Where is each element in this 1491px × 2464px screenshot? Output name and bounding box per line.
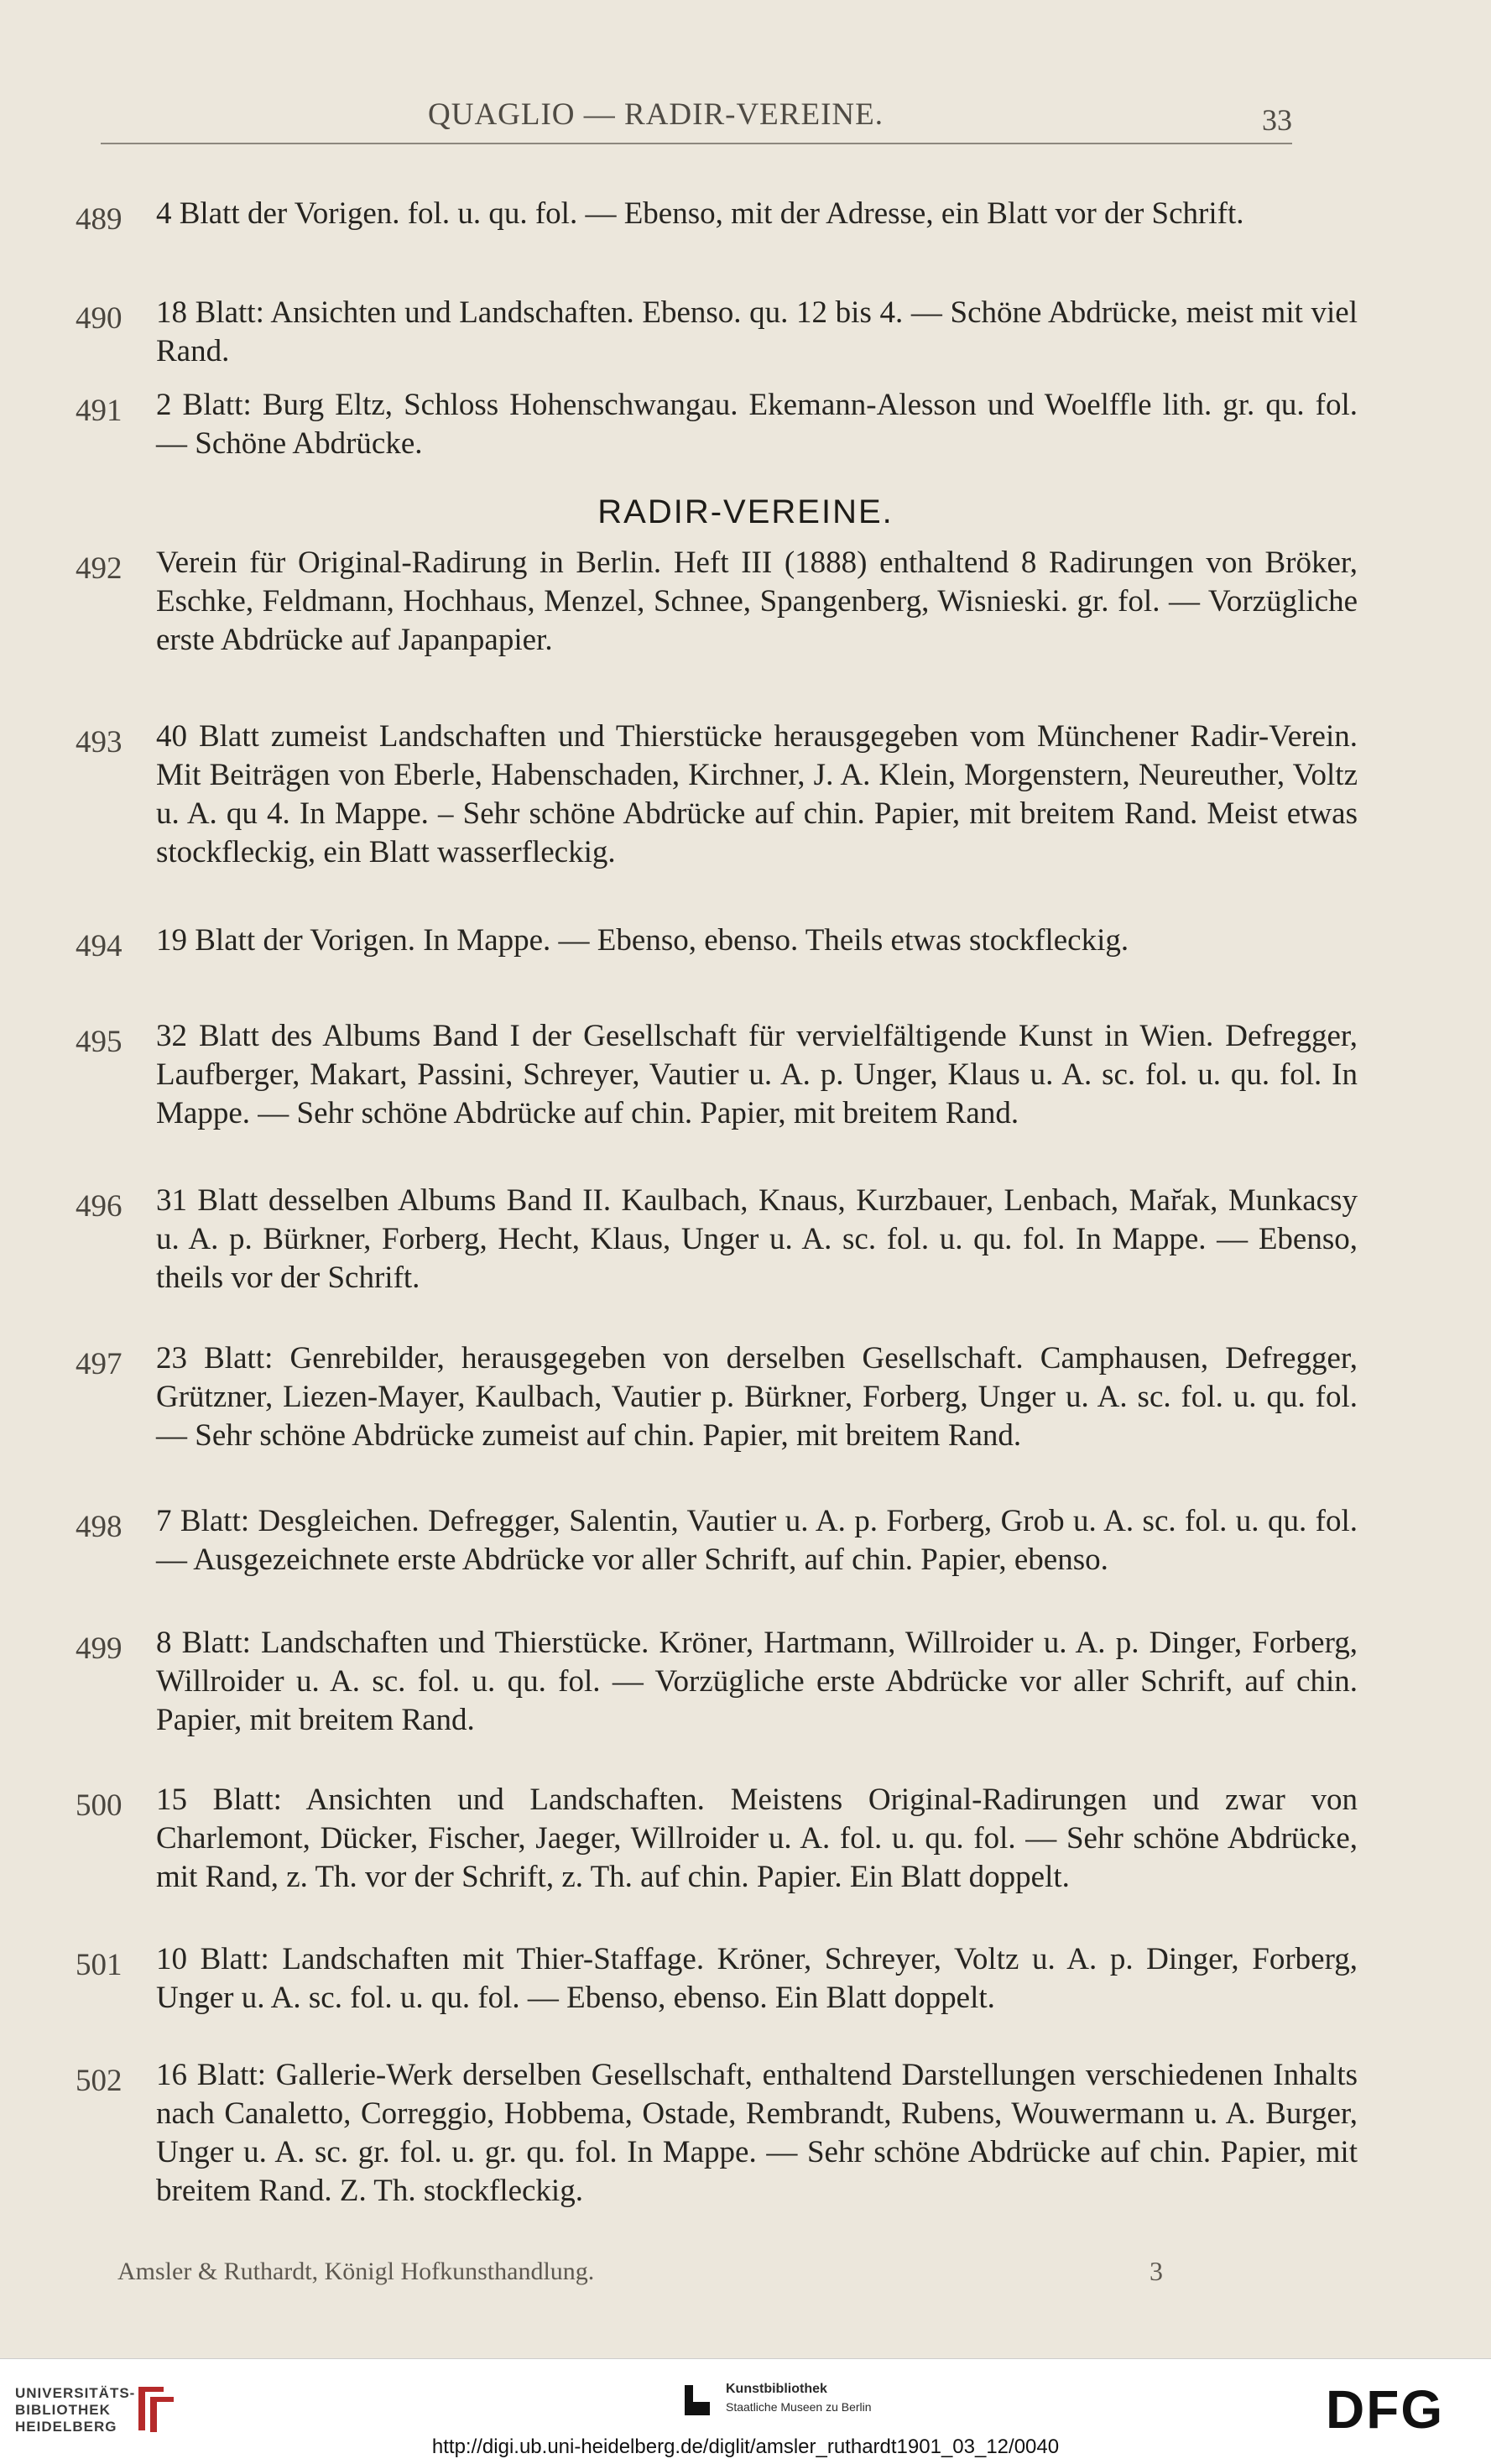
entry-number: 489 — [76, 202, 123, 237]
entry-text: 2 Blatt: Burg Eltz, Schloss Hohenschwangau. Ekemann-Alesson und Woelffle lith. gr. qu. fol. — Schöne Abdrücke. — [156, 388, 1358, 461]
entry-number: 498 — [76, 1510, 123, 1544]
entry-number: 494 — [76, 929, 123, 963]
entry-text: 16 Blatt: Gallerie-Werk derselben Gesellschaft, enthaltend Darstellungen verschiedenen Inhalts nach Canaletto, Correggio, Hobbema, Ostade, Rembrandt, Rubens, Wouwermann u. A. Burger, Unger u. A. sc. gr. fol. u. gr. qu. fol. In Mappe. — Sehr schöne Abdrücke auf chin. Papier, mit breitem Rand. Z. Th. stockfleckig. — [156, 2058, 1358, 2208]
page-number: 33 — [1262, 103, 1292, 137]
signature-mark: 3 — [1150, 2256, 1163, 2286]
entry-number: 499 — [76, 1631, 123, 1666]
entry-number: 501 — [76, 1948, 123, 1982]
entry-text: 19 Blatt der Vorigen. In Mappe. — Ebenso, ebenso. Theils etwas stockfleckig. — [156, 923, 1129, 958]
entry-number: 495 — [76, 1025, 123, 1059]
entry-number: 492 — [76, 551, 123, 586]
entry-text: 10 Blatt: Landschaften mit Thier-Staffage. Kröner, Schreyer, Voltz u. A. p. Dinger, Forberg, Unger u. A. sc. fol. u. qu. fol. — Ebenso, ebenso. Ein Blatt doppelt. — [156, 1942, 1358, 2015]
header-title: QUAGLIO — RADIR-VEREINE. — [428, 97, 884, 132]
heidelberg-logo-icon[interactable] — [130, 2380, 180, 2439]
entry-number: 497 — [76, 1347, 123, 1381]
entry-text: 7 Blatt: Desgleichen. Defregger, Salentin, Vautier u. A. p. Forberg, Grob u. A. sc. fol. u. qu. fol. — Ausgezeichnete erste Abdrücke vor aller Schrift, auf chin. Papier, ebenso. — [156, 1504, 1358, 1577]
entry-number: 490 — [76, 301, 123, 336]
catalog-entry — [76, 195, 1292, 275]
catalog-entry — [76, 386, 1358, 467]
entry-text: 31 Blatt desselben Albums Band II. Kaulbach, Knaus, Kurzbauer, Lenbach, Mar̆ak, Munkacsy u. A. p. Bürkner, Forberg, Hecht, Klaus, Unger u. A. sc. fol. u. qu. fol. In Mappe. — Ebenso, theils vor der Schrift. — [156, 1183, 1358, 1295]
permalink-url[interactable]: http://digi.ub.uni-heidelberg.de/diglit/amsler_ruthardt1901_03_12/0040 — [431, 2435, 1060, 2458]
section-heading: RADIR-VEREINE. — [597, 493, 894, 530]
entry-text: 4 Blatt der Vorigen. fol. u. qu. fol. — Ebenso, mit der Adresse, ein Blatt vor der Schrift. — [156, 196, 1244, 231]
entry-number: 493 — [76, 725, 123, 760]
entry-text: Verein für Original-Radirung in Berlin. Heft III (1888) enthaltend 8 Radirungen von Bröker, Eschke, Feldmann, Hochhaus, Menzel, Schnee, Spangenberg, Wisnieski. gr. fol. — Vorzügliche erste Abdrücke auf Japanpapier. — [156, 546, 1358, 657]
entry-number: 500 — [76, 1788, 123, 1823]
catalog-entry — [76, 294, 1358, 374]
library-name[interactable]: UNIVERSITÄTS- BIBLIOTHEK HEIDELBERG — [15, 2385, 136, 2435]
dfg-logo[interactable]: DFG — [1326, 2379, 1445, 2440]
entry-text: 18 Blatt: Ansichten und Landschaften. Ebenso. qu. 12 bis 4. — Schöne Abdrücke, meist mit viel Rand. — [156, 295, 1358, 368]
entry-text: 23 Blatt: Genrebilder, herausgegeben von derselben Gesellschaft. Camphausen, Defregger, Grützner, Liezen-Mayer, Kaulbach, Vautier p. Bürkner, Forberg, Unger u. A. sc. fol. u. qu. fol. — Sehr schöne Abdrücke zumeist auf chin. Papier, mit breitem Rand. — [156, 1341, 1358, 1453]
entry-number: 502 — [76, 2064, 123, 2098]
entry-text: 8 Blatt: Landschaften und Thierstücke. Kröner, Hartmann, Willroider u. A. p. Dinger, Forberg, Willroider u. A. sc. fol. u. qu. fol. — Vorzügliche erste Abdrücke vor aller Schrift, auf chin. Papier, mit breitem Rand. — [156, 1626, 1358, 1737]
entry-number: 491 — [76, 394, 123, 428]
publisher-footer: Amsler & Ruthardt, Königl Hofkunsthandlung. — [117, 2258, 595, 2285]
entry-text: 32 Blatt des Albums Band I der Gesellschaft für vervielfältigende Kunst in Wien. Defregger, Laufberger, Makart, Passini, Schreyer, Vautier u. A. p. Unger, Klaus u. A. sc. fol. u. qu. fol. In Mappe. — Sehr schöne Abdrücke auf chin. Papier, mit breitem Rand. — [156, 1019, 1358, 1130]
kunstbibliothek-logo-icon[interactable] — [681, 2382, 715, 2422]
entry-number: 496 — [76, 1189, 123, 1224]
kunstbibliothek-label: Kunstbibliothek Staatliche Museen zu Berlin — [726, 2382, 872, 2414]
entry-text: 15 Blatt: Ansichten und Landschaften. Meistens Original-Radirungen und zwar von Charlemont, Dücker, Fischer, Jaeger, Willroider u. A. fol. u. qu. fol. — Sehr schöne Abdrücke, mit Rand, z. Th. vor der Schrift, z. Th. auf chin. Papier. Ein Blatt doppelt. — [156, 1783, 1358, 1894]
running-header — [101, 92, 1292, 144]
entry-text: 40 Blatt zumeist Landschaften und Thierstücke herausgegeben vom Münchener Radir-Verein. Mit Beiträgen von Eberle, Habenschaden, Kirchner, J. A. Klein, Morgenstern, Neureuther, Voltz u. A. qu 4. In Mappe. – Sehr schöne Abdrücke auf chin. Papier, mit breitem Rand. Meist etwas stockfleckig, ein Blatt wasserfleckig. — [156, 719, 1358, 869]
